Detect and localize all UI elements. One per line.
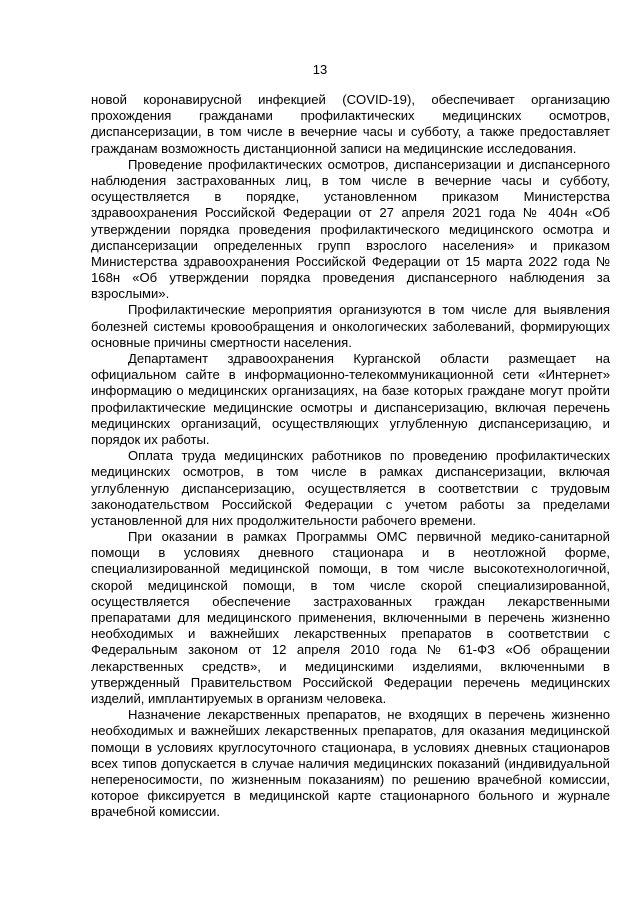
paragraph-examinations-procedure: Проведение профилактических осмотров, диспансеризации и диспансерного наблюдения застрахованных лиц, в том числе в вечерние часы и субботу, осуществляется в порядке, установленном приказом Министерства здравоохранения Российской Федерации от 27 апреля 2021 года № 404н «Об утверждении порядка проведения профилактического медицинского осмотра и диспансеризации определенных групп взрослого населения» и приказом Министерства здравоохранения Российской Федерации от 15 марта 2022 года № 168н «Об утверждении порядка проведения диспансерного наблюдения за взрослыми». bbox=[91, 156, 610, 302]
paragraph-labor-payment: Оплата труда медицинских работников по проведению профилактических медицинских осмотров, в том числе в рамках диспансеризации, включая углубленную диспансеризацию, осуществляется в соответствии с трудовым законодательством Российской Федерации с учетом работы за пределами установленной для них продолжительности рабочего времени. bbox=[91, 448, 610, 528]
document-body bbox=[91, 92, 610, 820]
paragraph-drug-prescription: Назначение лекарственных препаратов, не входящих в перечень жизненно необходимых и важнейших лекарственных препаратов, для оказания медицинской помощи в условиях круглосуточного стационара, в условиях дневных стационаров всех типов допускается в случае наличия медицинских показаний (индивидуальной непереносимости, по жизненным показаниям) по решению врачебной комиссии, которое фиксируется в медицинской карте стационарного больного и журнале врачебной комиссии. bbox=[91, 707, 610, 820]
page-number: 13 bbox=[312, 62, 328, 77]
paragraph-drug-provision: При оказании в рамках Программы ОМС первичной медико-санитарной помощи в условиях дневного стационара и в неотложной форме, специализированной медицинской помощи, в том числе высокотехнологичной, скорой медицинской помощи, в том числе скорой специализированной, осуществляется обеспечение застрахованных граждан лекарственными препаратами для медицинского применения, включенными в перечень жизненно необходимых и важнейших лекарственных препаратов в соответствии с Федеральным законом от 12 апреля 2010 года № 61-ФЗ «Об обращении лекарственных средств», и медицинскими изделиями, включенными в утвержденный Правительством Российской Федерации перечень медицинских изделий, имплантируемых в организм человека. bbox=[91, 529, 610, 706]
paragraph-health-department-info: Департамент здравоохранения Курганской области размещает на официальном сайте в информационно-телекоммуникационной сети «Интернет» информацию о медицинских организациях, на базе которых граждане могут пройти профилактические медицинские осмотры и диспансеризацию, включая перечень медицинских организаций, осуществляющих углубленную диспансеризацию, и порядок их работы. bbox=[91, 351, 610, 447]
paragraph-continuation: новой коронавирусной инфекцией (COVID-19), обеспечивает организацию прохождения гражданами профилактических медицинских осмотров, диспансеризации, в том числе в вечерние часы и субботу, а также предоставляет гражданам возможность дистанционной записи на медицинские исследования. bbox=[91, 92, 610, 156]
paragraph-preventive-measures: Профилактические мероприятия организуются в том числе для выявления болезней системы кровообращения и онкологических заболеваний, формирующих основные причины смертности населения. bbox=[91, 302, 610, 350]
